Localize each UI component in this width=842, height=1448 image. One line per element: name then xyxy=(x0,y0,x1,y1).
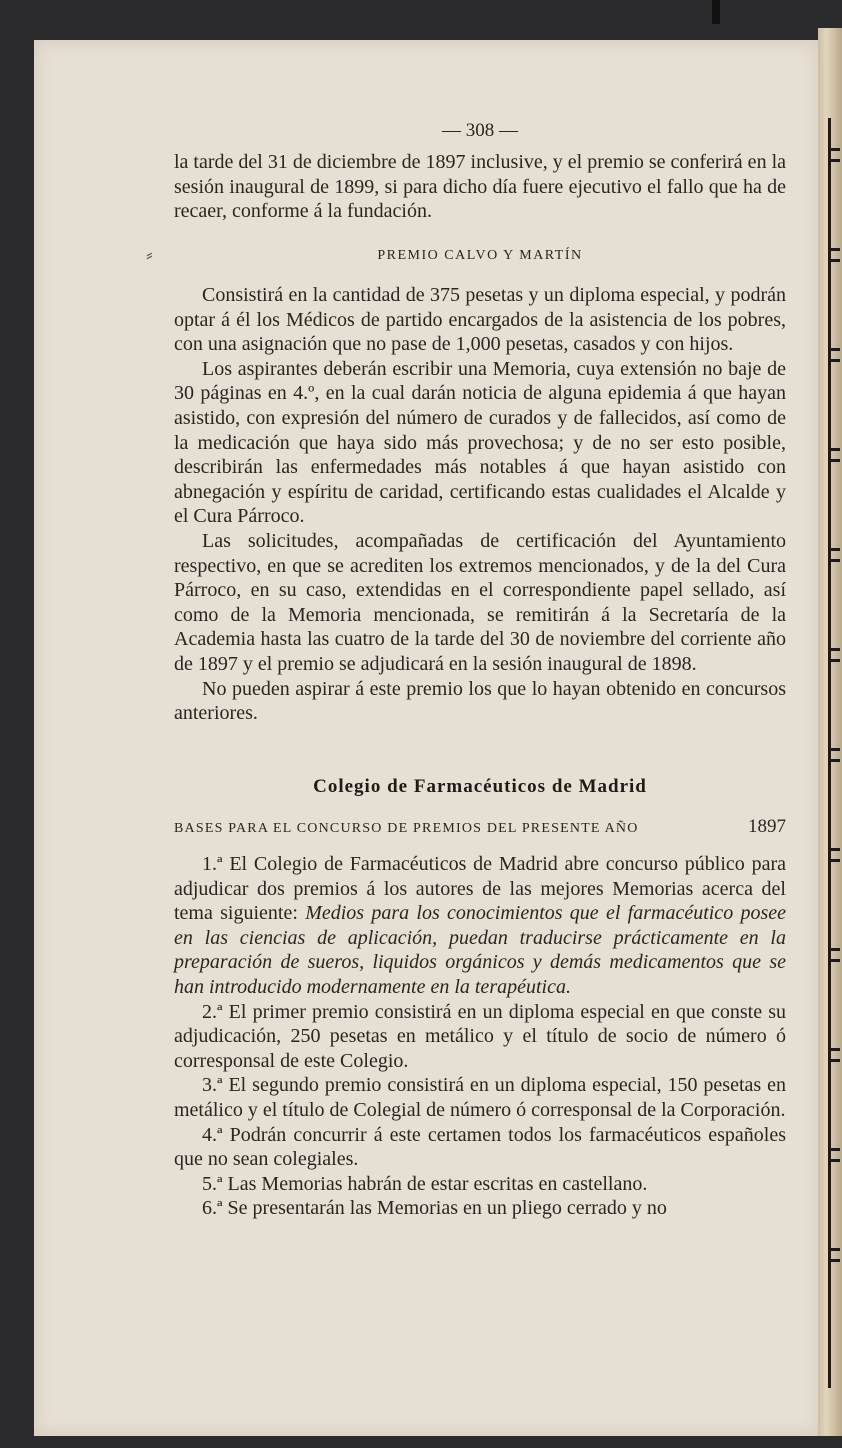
margin-mark: ⸗ xyxy=(146,244,153,266)
binding-clip xyxy=(712,0,720,24)
base-number: 2.ª xyxy=(202,1000,223,1023)
base-text: El primer premio consistirá en un diploma especial en que conste su adjudicación, 250 pesetas en metálico y el título de socio de número ó corresponsal de este Colegio. xyxy=(174,1000,787,1072)
paragraph-text: la tarde del 31 de diciembre de 1897 inclusive, y el premio se conferirá en la sesión inaugural de 1899, si para dicho día fuere ejecutivo el fallo que ha de recaer, conforme á la fundación. xyxy=(174,151,786,223)
base-3 xyxy=(174,1073,786,1122)
base-5 xyxy=(174,1172,786,1197)
base-text: Las Memorias habrán de estar escritas en castellano. xyxy=(227,1172,648,1195)
bases-year: 1897 xyxy=(748,816,786,837)
section-heading-premio: PREMIO CALVO Y MARTÍN xyxy=(377,248,583,263)
base-1 xyxy=(174,852,786,1000)
bases-label: BASES PARA EL CONCURSO DE PREMIOS DEL PRESENTE AÑO xyxy=(174,821,639,836)
paragraph-3: Las solicitudes, acompañadas de certificación del Ayuntamiento respectivo, en que se acrediten los extremos mencionados, y de la del Cura Párroco, en su caso, extendidas en el correspondiente papel sellado, así como de la Memoria mencionada, se remitirán á la Secretaría de la Academia hasta las cuatro de la tarde del 30 de noviembre del corriente año de 1897 y el premio se adjudicará en la sesión inaugural de 1898. xyxy=(174,529,786,675)
continuation-paragraph xyxy=(174,150,786,224)
base-theme: Medios para los conocimientos que el farmacéutico posee en las ciencias de aplicación, puedan traducirse prácticamente en la preparación de sueros, liquidos orgánicos y demás medicamentos que se han introducido modernamente en la terapéutica. xyxy=(174,902,786,998)
decorative-border xyxy=(828,118,842,1388)
paragraph-4: No pueden aspirar á este premio los que lo hayan obtenido en concursos anteriores. xyxy=(174,677,786,725)
base-2 xyxy=(174,1000,786,1074)
paragraph-2: Los aspirantes deberán escribir una Memoria, cuya extensión no baje de 30 páginas en 4.º, en la cual darán noticia de alguna epidemia á que hayan asistido, con expresión del número de curados y de fallecidos, así como de la medicación que haya sido más provechosa; y de no ser esto posible, describirán las enfermedades más notables á que hayan asistido con abnegación y espíritu de caridad, certificando estas cualidades el Alcalde y el Cura Párroco. xyxy=(174,357,786,528)
section-heading-colegio: Colegio de Farmacéuticos de Madrid xyxy=(313,776,647,797)
base-number: 1.ª xyxy=(202,853,223,875)
base-number: 4.ª xyxy=(202,1123,223,1146)
base-6 xyxy=(174,1196,786,1221)
base-text: El Colegio de Farmacéuticos de Madrid abre concurso público para adjudicar dos premios á los autores de las mejores Memorias acerca del tema siguiente: xyxy=(174,853,786,925)
base-number: 6.ª xyxy=(202,1197,223,1220)
base-number: 5.ª xyxy=(202,1172,223,1195)
base-text: Se presentarán las Memorias en un pliego cerrado y no xyxy=(227,1197,667,1220)
bases-heading xyxy=(174,816,786,838)
bases-list xyxy=(174,852,786,1221)
premio-section-body xyxy=(174,283,786,726)
base-4 xyxy=(174,1123,786,1172)
adjacent-page-edge xyxy=(818,28,842,1436)
page-number: — 308 — xyxy=(442,120,518,141)
base-text: El segundo premio consistirá en un diploma especial, 150 pesetas en metálico y el título de Colegial de número ó corresponsal de la Corporación. xyxy=(174,1074,786,1121)
paragraph-1: Consistirá en la cantidad de 375 pesetas y un diploma especial, y podrán optar á él los Médicos de partido encargados de la asistencia de los pobres, con una asignación que no pase de 1,000 pesetas, casados y con hijos. xyxy=(174,284,786,356)
base-text: Podrán concurrir á este certamen todos los farmacéuticos españoles que no sean colegiales. xyxy=(174,1123,787,1171)
base-number: 3.ª xyxy=(202,1074,223,1097)
